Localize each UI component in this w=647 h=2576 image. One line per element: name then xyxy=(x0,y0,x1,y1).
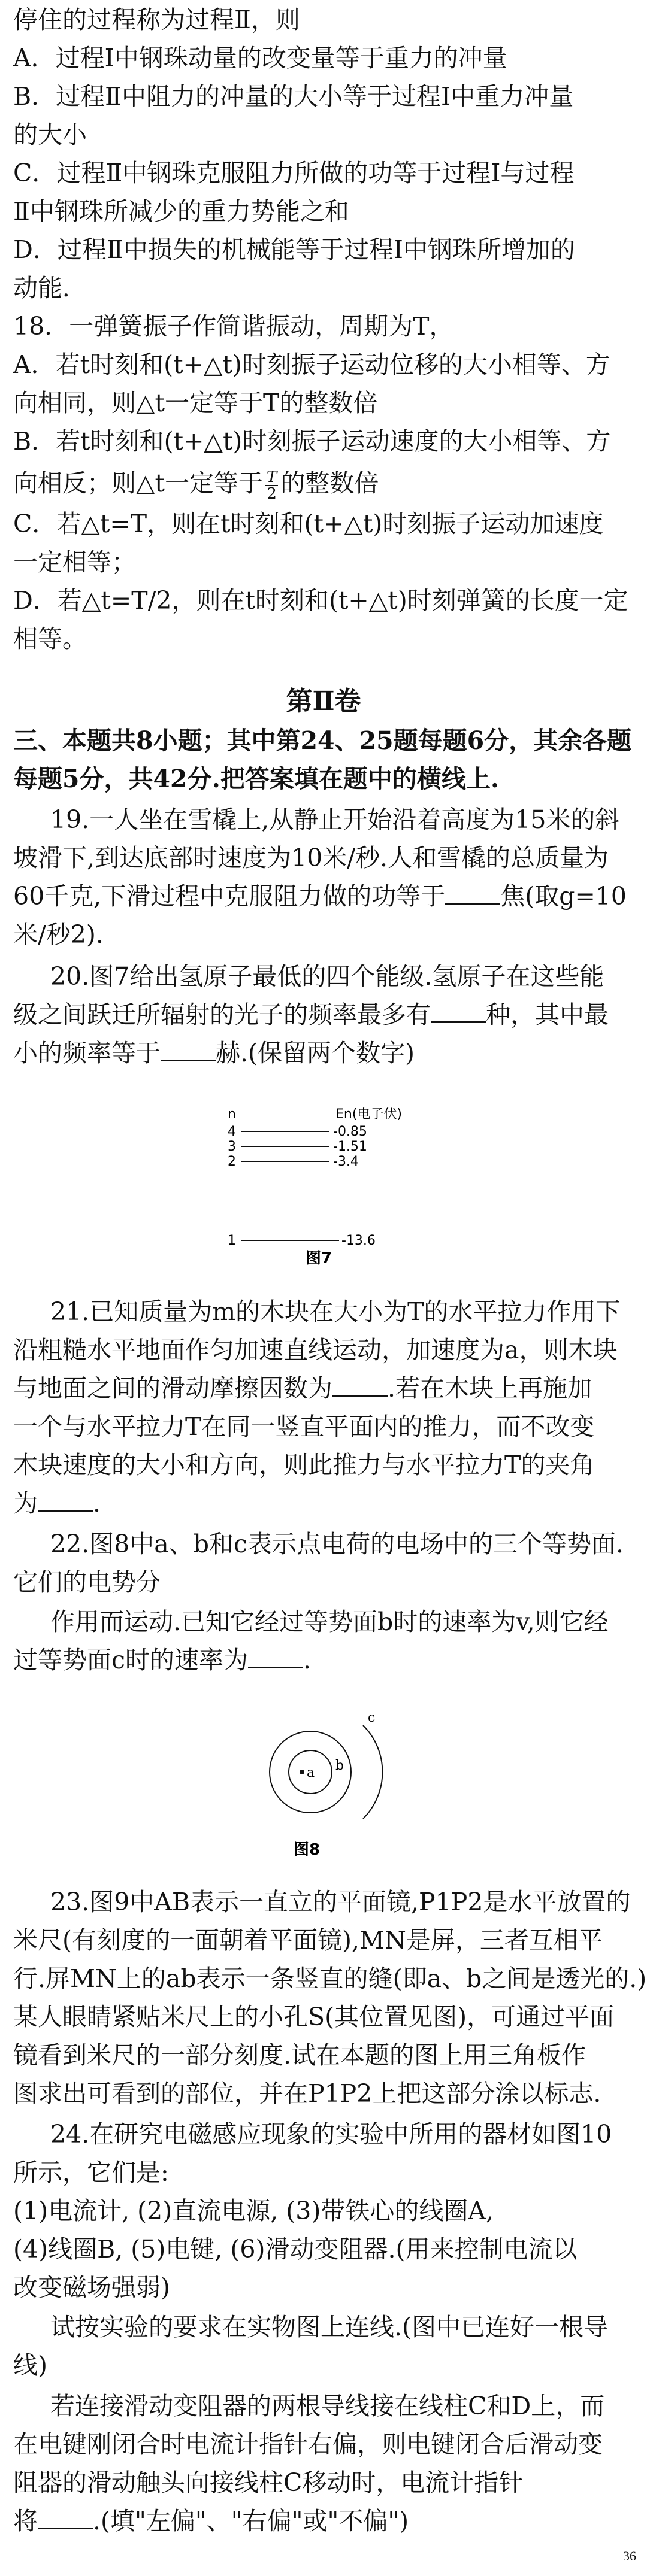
level-energy: -1.51 xyxy=(333,1139,367,1154)
section-intro: 三、本题共8小题；其中第24、25题每题6分，其余各题 xyxy=(13,726,632,755)
label-c: c xyxy=(368,1712,376,1725)
text-fragment: 小的频率等于 xyxy=(13,1039,161,1067)
page-number: 36 xyxy=(623,2548,636,2563)
text-line: 向相同，则△t一定等于T的整数倍 xyxy=(13,389,378,417)
text-line: 坡滑下,到达底部时速度为10米/秒.人和雪橇的总质量为 xyxy=(13,844,609,872)
text-line: 动能． xyxy=(13,274,87,302)
q18-option-b-tail xyxy=(13,466,636,502)
label-a: a xyxy=(307,1765,315,1780)
text-line: (1)电流计, (2)直流电源, (3)带铁心的线圈A, xyxy=(13,2196,494,2225)
q18-option-d: D．若△t=T/2，则在t时刻和(t+△t)时刻弹簧的长度一定 xyxy=(13,586,628,615)
figure-caption: 图8 xyxy=(294,1841,321,1859)
text-line xyxy=(13,2504,636,2538)
text-line xyxy=(13,1371,636,1406)
text-line: 试按实验的要求在实物图上连线.(图中已连好一根导 xyxy=(50,2313,609,2341)
text-line xyxy=(13,1643,636,1677)
figure-8-equipotentials xyxy=(240,1712,431,1862)
question-18-stem: 18．一弹簧振子作简谐振动，周期为T， xyxy=(13,312,454,341)
section-intro: 每题5分，共42分.把答案填在题中的横线上. xyxy=(13,764,500,793)
text-line: 米/秒2). xyxy=(13,920,104,949)
level-energy: -13.6 xyxy=(341,1233,376,1248)
question-22: 22.图8中a、b和c表示点电荷的电场中的三个等势面. xyxy=(50,1530,624,1558)
option-d: D．过程Ⅱ中损失的机械能等于过程Ⅰ中钢珠所增加的 xyxy=(13,235,575,264)
answer-blank[interactable] xyxy=(332,1371,388,1397)
answer-blank[interactable] xyxy=(38,2504,93,2529)
text-line: 所示，它们是: xyxy=(13,2158,169,2187)
text-line: 停住的过程称为过程Ⅱ，则 xyxy=(13,5,300,34)
label-b: b xyxy=(335,1758,344,1773)
figure-caption: 图7 xyxy=(306,1249,332,1267)
text-line: 一定相等； xyxy=(13,548,136,577)
text-fragment: 与地面之间的滑动摩擦因数为 xyxy=(13,1374,332,1403)
text-fragment: .(填"左偏"、"右偏"或"不偏") xyxy=(93,2507,409,2535)
n-header: n xyxy=(228,1107,236,1122)
option-a: A．过程Ⅰ中钢珠动量的改变量等于重力的冲量 xyxy=(13,44,507,72)
option-c: C．过程Ⅱ中钢珠克服阻力所做的功等于过程Ⅰ与过程 xyxy=(13,159,575,187)
option-b: B．过程Ⅱ中阻力的冲量的大小等于过程Ⅰ中重力冲量 xyxy=(13,82,574,111)
energy-header: En(电子伏) xyxy=(335,1107,403,1122)
q18-option-a: A．若t时刻和(t+△t)时刻振子运动位移的大小相等、方 xyxy=(13,350,610,379)
q18-option-b: B．若t时刻和(t+△t)时刻振子运动速度的大小相等、方 xyxy=(13,427,611,456)
fraction-denominator: 2 xyxy=(267,484,277,503)
text-line: 相等。 xyxy=(13,624,87,653)
question-23: 23.图9中AB表示一直立的平面镜,P1P2是水平放置的 xyxy=(50,1888,631,1916)
text-line: 米尺(有刻度的一面朝着平面镜),MN是屏，三者互相平 xyxy=(13,1926,603,1955)
text-line: 若连接滑动变阻器的两根导线接在线柱C和D上，而 xyxy=(50,2392,605,2420)
text-line: 沿粗糙水平地面作匀加速直线运动，加速度为a，则木块 xyxy=(13,1336,618,1364)
answer-blank[interactable] xyxy=(248,1643,303,1668)
text-fragment: 焦(取g=10 xyxy=(500,882,627,911)
text-fragment: 的整数倍 xyxy=(280,469,379,497)
text-line: 镜看到米尺的一部分刻度.试在本题的图上用三角板作 xyxy=(13,2041,586,2070)
text-fragment: 将 xyxy=(13,2507,38,2535)
level-n: 2 xyxy=(228,1154,236,1169)
answer-blank[interactable] xyxy=(38,1486,93,1512)
text-fragment: . xyxy=(303,1646,312,1674)
text-line xyxy=(13,879,636,914)
question-19: 19.一人坐在雪橇上,从静止开始沿着高度为15米的斜 xyxy=(50,805,620,834)
text-line: 行.屏MN上的ab表示一条竖直的缝(即a、b之间是透光的.) xyxy=(13,1964,647,1993)
level-energy: -3.4 xyxy=(333,1154,359,1169)
text-line: 在电键刚闭合时电流计指针右偏，则电键闭合后滑动变 xyxy=(13,2430,603,2459)
text-fragment: 过等势面c时的速率为 xyxy=(13,1646,248,1674)
level-n: 1 xyxy=(228,1233,236,1248)
figure-7-energy-levels xyxy=(222,1106,425,1268)
question-20: 20.图7给出氢原子最低的四个能级.氢原子在这些能 xyxy=(50,962,604,991)
answer-blank[interactable] xyxy=(445,879,500,905)
text-line: 某人眼睛紧贴米尺上的小孔S(其位置见图)，可通过平面 xyxy=(13,2002,615,2031)
question-24: 24.在研究电磁感应现象的实验中所用的器材如图10 xyxy=(50,2120,612,2149)
fraction xyxy=(265,469,278,502)
q18-option-c: C．若△t=T，则在t时刻和(t+△t)时刻振子运动加速度 xyxy=(13,509,604,538)
text-fragment: . xyxy=(93,1489,101,1518)
text-fragment: .若在木块上再施加 xyxy=(388,1374,592,1403)
fraction-numerator: T xyxy=(267,468,277,486)
question-21: 21.已知质量为m的木块在大小为T的水平拉力作用下 xyxy=(50,1297,621,1326)
text-line: 一个与水平拉力T在同一竖直平面内的推力，而不改变 xyxy=(13,1412,595,1441)
text-line: 线) xyxy=(13,2351,47,2380)
text-line: Ⅱ中钢珠所减少的重力势能之和 xyxy=(13,197,349,226)
point-charge xyxy=(300,1770,304,1774)
answer-blank[interactable] xyxy=(161,1036,216,1061)
text-fragment: 向相反；则△t一定等于 xyxy=(13,469,264,497)
level-energy: -0.85 xyxy=(333,1124,367,1139)
section-title: 第Ⅱ卷 xyxy=(286,686,361,717)
text-line: 木块速度的大小和方向，则此推力与水平拉力T的夹角 xyxy=(13,1451,595,1479)
text-fragment: 60千克,下滑过程中克服阻力做的功等于 xyxy=(13,882,446,911)
text-line: 它们的电势分 xyxy=(13,1568,161,1597)
text-fragment: 级之间跃迁所辐射的光子的频率最多有 xyxy=(13,1000,431,1029)
text-line: 改变磁场强弱) xyxy=(13,2273,170,2302)
text-fragment: 种，其中最 xyxy=(486,1000,609,1029)
text-line xyxy=(13,1036,636,1070)
text-line xyxy=(13,997,636,1032)
text-line: 图求出可看到的部位，并在P1P2上把这部分涂以标志. xyxy=(13,2079,601,2108)
text-fragment: 为 xyxy=(13,1489,38,1518)
text-line xyxy=(13,1486,636,1521)
level-n: 3 xyxy=(228,1139,236,1154)
text-fragment: 赫.(保留两个数字) xyxy=(216,1039,415,1067)
text-line: 的大小 xyxy=(13,120,87,149)
level-n: 4 xyxy=(228,1124,236,1139)
text-line: (4)线圈B, (5)电键, (6)滑动变阻器.(用来控制电流以 xyxy=(13,2235,578,2264)
text-line: 作用而运动.已知它经过等势面b时的速率为v,则它经 xyxy=(50,1607,609,1636)
answer-blank[interactable] xyxy=(431,997,486,1023)
text-line: 阻器的滑动触头向接线柱C移动时，电流计指针 xyxy=(13,2468,524,2497)
equipotential-c xyxy=(363,1725,382,1819)
